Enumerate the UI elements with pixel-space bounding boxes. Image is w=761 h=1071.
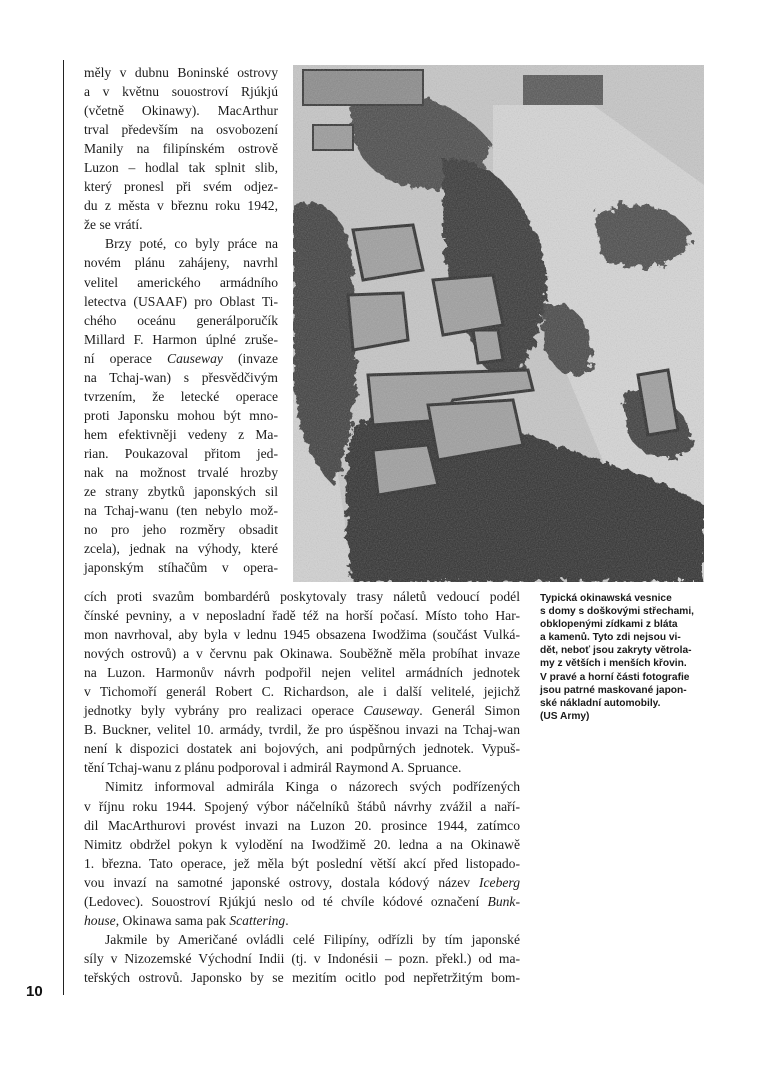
- text-line: [84, 349, 278, 368]
- page-number: 10: [26, 983, 43, 1000]
- text-run: .: [285, 912, 289, 928]
- text-line: Brzy poté, co byly práce na: [105, 236, 278, 252]
- village-aerial-photo: [293, 65, 704, 582]
- text-line: mon navrhoval, aby byla v lednu 1945 obsazena Iwodžima (součást Vulká-: [84, 627, 520, 643]
- text-line: (včetně Okinawy). MacArthur: [84, 103, 278, 119]
- text-line: Manily na filipínském ostrově: [84, 141, 278, 157]
- text-line: [84, 911, 520, 930]
- caption-line: a kamenů. Tyto zdi nejsou vi-: [540, 632, 681, 644]
- caption-line: obklopenými zídkami z bláta: [540, 619, 678, 631]
- text-line: velitel amerického armádního: [84, 274, 278, 290]
- caption-line: Typická okinawská vesnice: [540, 593, 672, 604]
- text-run: , Okinawa sama pak: [115, 912, 230, 928]
- text-line: na Tchaj-wan) s přesvědčivým: [84, 369, 278, 385]
- italic-term: Scattering: [229, 912, 286, 928]
- text-run: ní operace: [84, 350, 168, 366]
- text-run: vou invazí na samotné japonské ostrovy, dostala kódový název: [84, 874, 479, 890]
- text-line: du z města v březnu roku 1942,: [84, 198, 278, 214]
- text-line: a v květnu souostroví Rjúkjú: [84, 84, 278, 100]
- body-text-narrow-column: [84, 63, 278, 577]
- text-line: Nimitz obdržel pokyn k vylodění na Iwodžimě 20. ledna a na Okinawě: [84, 836, 520, 852]
- text-line: cích proti svazům bombardérů poskytovaly trasy náletů vedoucí podél: [84, 589, 520, 604]
- text-line: hem efektivněji vedeny z Ma-: [84, 426, 278, 442]
- text-run: . Generál Simon: [419, 703, 520, 719]
- text-line: není k dispozici dostatek ani bojových, ani podpůrných jednotek. Vypuš-: [84, 741, 520, 757]
- text-line: [84, 873, 520, 892]
- caption-line: (US Army): [540, 710, 590, 722]
- text-line: japonským stíhačům v opera-: [84, 560, 278, 576]
- italic-term: Iceberg: [478, 874, 520, 890]
- body-text-wide-column: [84, 587, 520, 987]
- caption-line: s domy s doškovými střechami,: [540, 606, 695, 618]
- text-line: Jakmile by Američané ovládli celé Filipíny, odřízli by tím japonské: [105, 931, 520, 947]
- text-run: jednotky byly vybrány pro realizaci operace: [84, 703, 364, 719]
- text-line: no pro jeho rozměry obsadit: [84, 522, 278, 538]
- text-line: letectva (USAAF) pro Oblast Ti-: [84, 293, 278, 309]
- text-line: chého oceánu generálporučík: [84, 312, 278, 328]
- text-line: [84, 892, 520, 911]
- text-line: trval především na osvobození: [84, 122, 278, 138]
- caption-line: V pravé a horní části fotografie: [540, 671, 690, 683]
- text-line: proti Japonsku mohou být mno-: [84, 407, 278, 423]
- text-line: čínské pevniny, a v neposladní řadě též na horší počasí. Místo toho Har-: [84, 608, 520, 624]
- caption-line: dět, neboť jsou zakryty větrola-: [540, 645, 692, 657]
- text-line: zcela), jednak na výhody, které: [84, 541, 278, 557]
- italic-term: house: [84, 912, 116, 928]
- text-line: Nimitz informoval admirála Kinga o názorech svých podřízených: [105, 779, 520, 795]
- text-line: B. Buckner, velitel 10. armády, tvrdil, že pro úspěšnou invazi na Tchaj-wan: [84, 722, 520, 738]
- caption-line: jsou patrné maskované japon-: [540, 684, 687, 696]
- text-line: v říjnu roku 1944. Spojený výbor náčelníků štábů návrhy zvážil a naří-: [84, 798, 520, 814]
- text-line: ze strany zbytků japonských sil: [84, 484, 278, 500]
- text-line: nových ostrovů) a v červnu pak Okinawa. Souběžně měla probíhat invaze: [84, 646, 520, 662]
- text-run: (invaze: [222, 350, 278, 366]
- italic-term: Causeway: [363, 703, 420, 719]
- text-line: [84, 701, 520, 720]
- text-line: teřských ostrovů. Japonsko by se mezitím ocitlo pod nepřetržitým bom-: [84, 969, 520, 985]
- text-line: měly v dubnu Boninské ostrovy: [84, 65, 278, 80]
- text-run: (Ledovec). Souostroví Rjúkjú neslo od té chvíle kódové označení: [84, 893, 488, 909]
- text-line: v Tichomoří generál Robert C. Richardson, ale i další velitelé, jejichž: [84, 684, 520, 700]
- text-line: 1. března. Tato operace, jež měla být poslední větší akcí před listopado-: [84, 855, 520, 871]
- italic-term: Bunk-: [487, 893, 520, 909]
- text-line: tvrzením, že letecké operace: [84, 388, 278, 404]
- text-line: rian. Poukazoval přitom jed-: [84, 445, 278, 461]
- text-line: že se vrátí.: [84, 217, 143, 233]
- text-line: nak na možnost trvalé hrozby: [84, 464, 278, 480]
- photo-illustration: [293, 65, 704, 582]
- caption-line: my z větších i menších křovin.: [540, 658, 687, 670]
- photo-caption: [540, 592, 725, 723]
- text-line: Millard F. Harmon úplné zruše-: [84, 331, 278, 347]
- text-line: na Luzon. Harmonův návrh podpořil nejen velitel armádních jednotek: [84, 665, 520, 681]
- text-line: který pronesl při svém odjez-: [84, 179, 278, 195]
- text-line: dil MacArthurovi provést invazi na Luzon 20. prosince 1944, zatímco: [84, 817, 520, 833]
- text-line: na Tchaj-wanu (ten nebylo mož-: [84, 503, 278, 519]
- margin-rule: [63, 60, 64, 995]
- text-line: Luzon – hodlal tak splnit slib,: [84, 160, 278, 176]
- text-line: síly v Nizozemské Východní Indii (tj. v Indonésii – pozn. překl.) od ma-: [84, 950, 520, 966]
- text-line: novém plánu zahájeny, navrhl: [84, 255, 278, 271]
- italic-term: Causeway: [167, 350, 223, 366]
- caption-line: ské nákladní automobily.: [540, 697, 661, 709]
- text-line: tění Tchaj-wanu z plánu podporoval i admirál Raymond A. Spruance.: [84, 760, 462, 776]
